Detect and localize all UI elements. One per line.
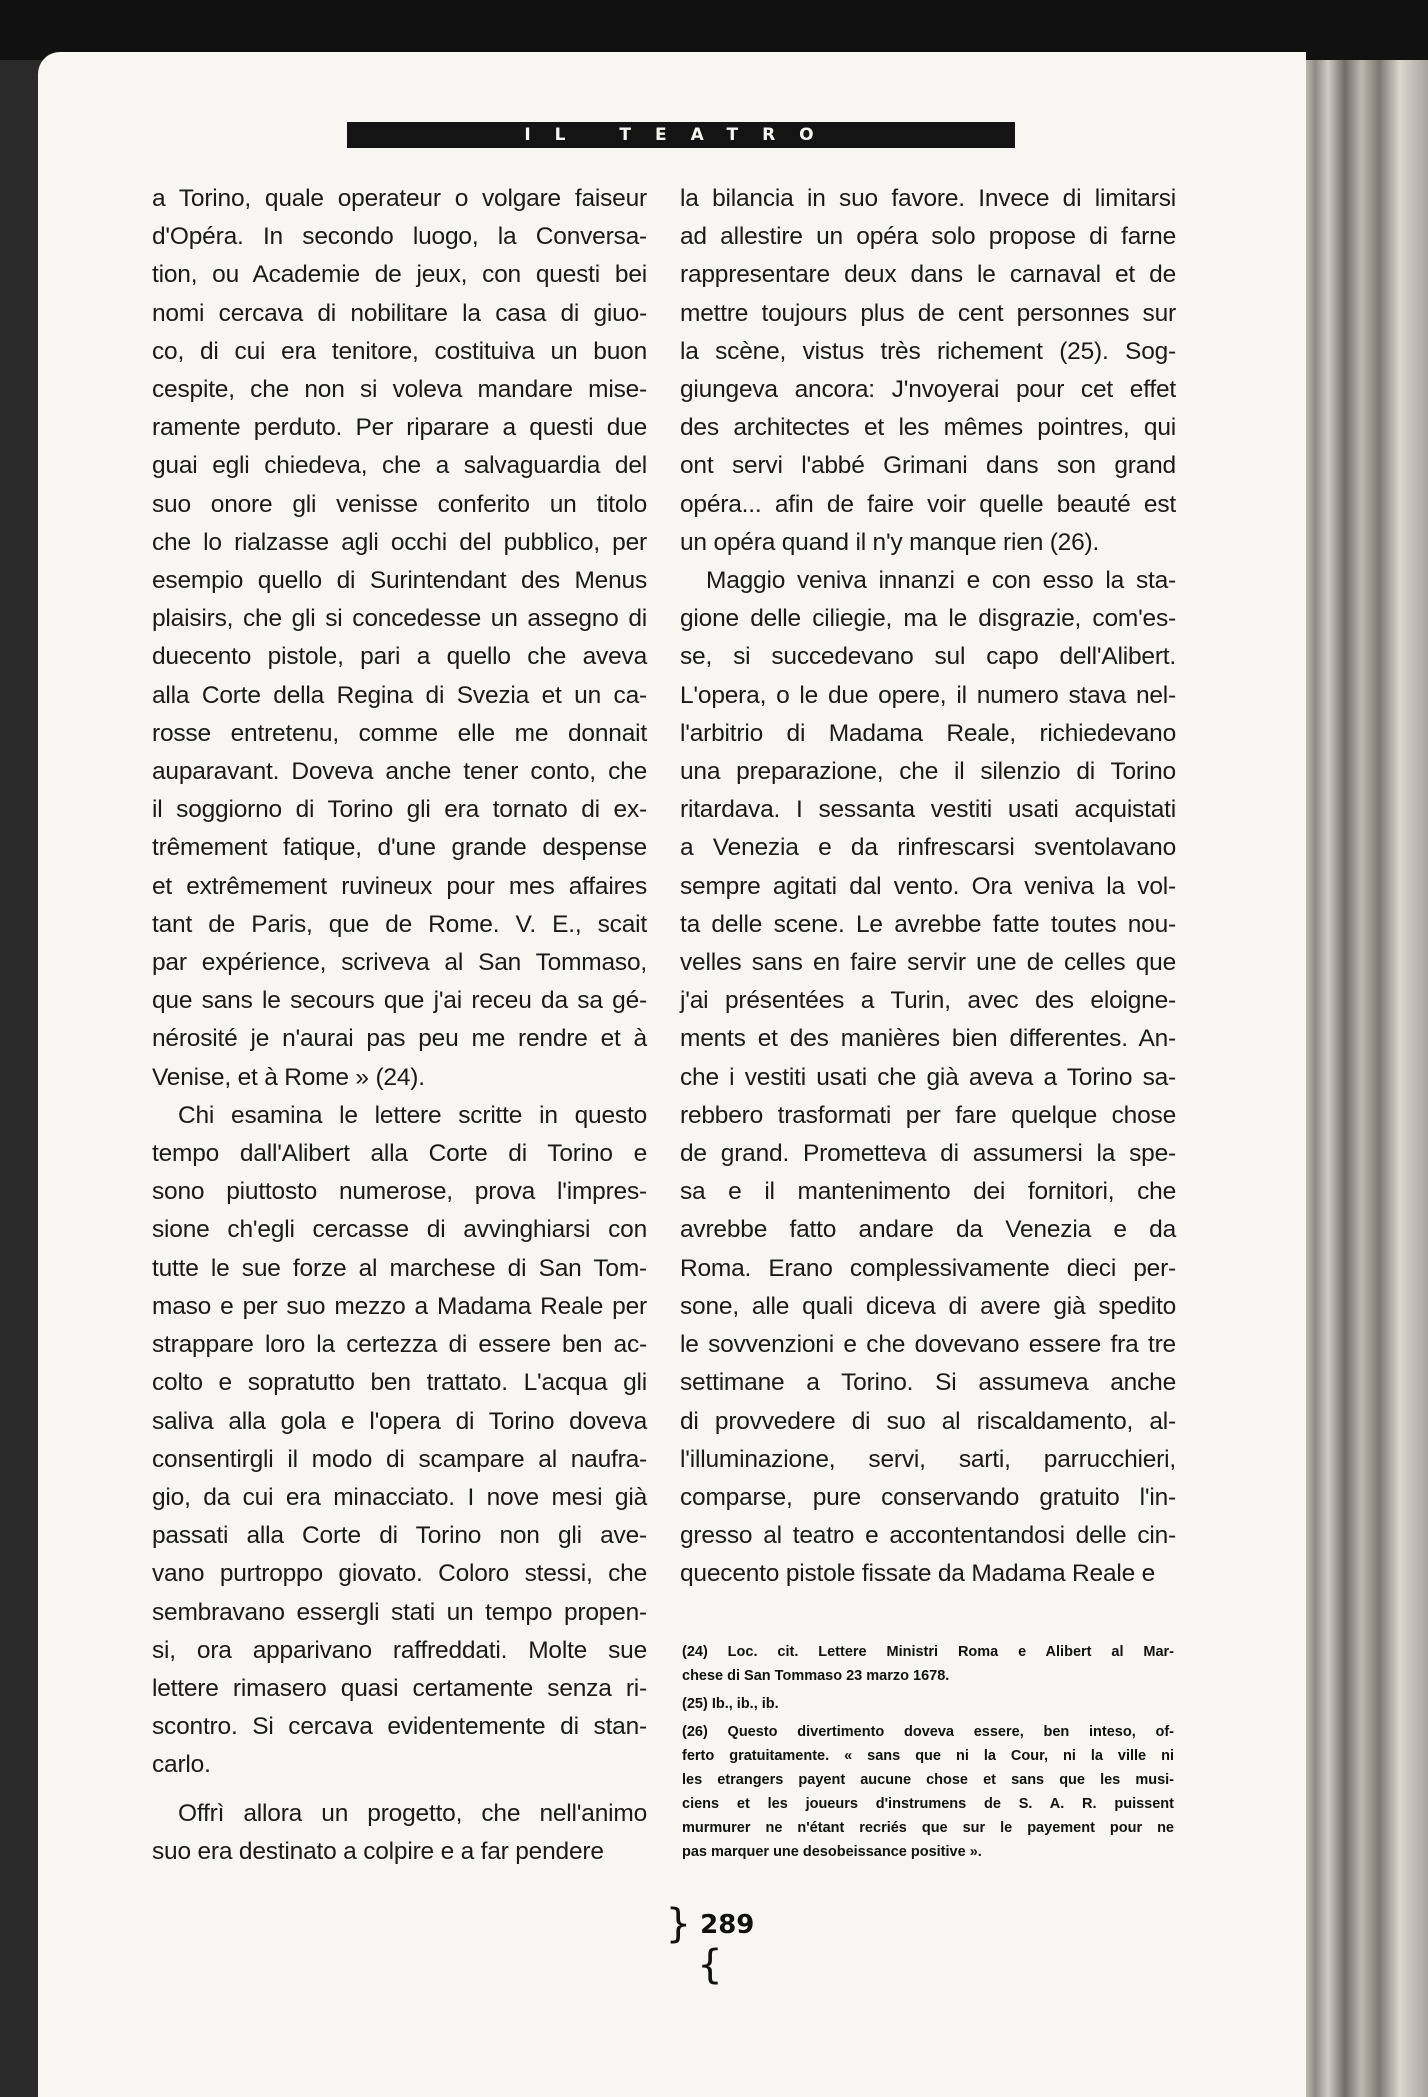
footnotes [682,1640,1174,1864]
text-line: avrebbe fatto andare da Venezia e da [680,1216,1176,1244]
text-line: la bilancia in suo favore. Invece di limitarsi [680,185,1176,212]
text-line: la scène, vistus très richement (25). Sog- [680,337,1176,365]
text-line: rosse entretenu, comme elle me donnait [152,719,647,747]
text-line: que sans le secours que j'ai receu da sa gé- [152,987,647,1015]
text-line: ritardava. I sessanta vestiti usati acquistati [680,796,1176,824]
text-line: opéra... afin de faire voir quelle beauté est [680,490,1176,518]
text-line: suo era destinato a colpire e a far pendere [152,1837,604,1865]
text-line: ciens et les joueurs d'instrumens de S. A. R. puissent [682,1796,1174,1812]
text-line: le sovvenzioni e che dovevano essere fra tre [680,1331,1176,1359]
text-line: mettre toujours plus de cent personnes sur [680,299,1176,327]
text-line: tempo dall'Alibert alla Corte di Torino e [152,1140,647,1168]
text-line: ont servi l'abbé Grimani dans son grand [680,452,1176,480]
text-line: velles sans en faire servir une de celles que [680,949,1176,977]
text-line: che lo rialzasse agli occhi del pubblico, per [152,528,647,556]
text-line: Offrì allora un progetto, che nell'animo [178,1799,647,1827]
page-number-text: 289 [700,1910,755,1940]
text-line: sone, alle quali diceva di avere già spedito [680,1292,1176,1320]
text-line: esempio quello di Surintendant des Menus [152,567,647,595]
text-line: che i vestiti usati che già aveva a Torino sa- [680,1063,1176,1091]
text-line: Chi esamina le lettere scritte in questo [178,1101,647,1129]
text-line: j'ai présentées a Turin, avec des eloigne- [680,987,1176,1015]
text-line: strappare loro la certezza di essere ben ac- [152,1331,647,1359]
text-line: (24) Loc. cit. Lettere Ministri Roma e Alibert al Mar- [682,1644,1174,1660]
text-line: des architectes et les mêmes pointres, qui [680,414,1176,442]
text-line: sempre agitati dal vento. Ora veniva la vol- [680,872,1176,900]
text-line: ta delle scene. Le avrebbe fatte toutes nou- [680,910,1176,938]
text-line: d'Opéra. In secondo luogo, la Conversa- [152,223,647,251]
text-line: una preparazione, che il silenzio di Torino [680,758,1176,786]
text-line: Venise, et à Rome » (24). [152,1063,425,1091]
text-line: passati alla Corte di Torino non gli ave- [152,1522,647,1550]
text-line: gresso al teatro e accontentandosi delle cin- [680,1522,1176,1550]
text-line: di provvedere di suo al riscaldamento, al- [680,1407,1176,1435]
text-line: tutte le sue forze al marchese di San Tom- [152,1254,647,1282]
text-line: ferto gratuitamente. « sans que ni la Cour, ni la ville ni [682,1748,1174,1764]
text-line: pas marquer une desobeissance positive ». [682,1844,982,1860]
book-page-edges [1300,60,1428,2097]
text-line: murmurer ne n'étant recriés que sur le payement pour ne [682,1820,1174,1836]
text-line: tant de Paris, que de Rome. V. E., scait [152,910,647,938]
text-line: consentirgli il modo di scampare al naufra- [152,1445,647,1473]
text-line: L'opera, o le due opere, il numero stava nel- [680,681,1176,709]
text-line: trêmement fatique, d'une grande despense [152,834,647,862]
left-bracket-ornament: } [665,1901,692,1947]
text-line: se, si succedevano sul capo dell'Alibert. [680,643,1176,671]
text-line: nérosité je n'aurai pas peu me rendre et à [152,1025,647,1053]
text-line: l'arbitrio di Madama Reale, richiedevano [680,719,1176,747]
text-line: nomi cercava di nobilitare la casa di giuo- [152,299,647,327]
text-line: rappresentare deux dans le carnaval et de [680,261,1176,289]
text-line: ad allestire un opéra solo propose di farne [680,223,1176,251]
text-line: maso e per suo mezzo a Madama Reale per [152,1292,647,1320]
text-line: vano purtroppo giovato. Coloro stessi, che [152,1560,647,1588]
text-line: sione ch'egli cercasse di avvinghiarsi con [152,1216,647,1244]
text-line: l'illuminazione, servi, sarti, parrucchieri, [680,1445,1176,1473]
running-head: IL TEATRO [347,122,1015,148]
page-number [650,1901,770,1988]
text-line: sa e il mantenimento dei fornitori, che [680,1178,1176,1206]
text-line: et extrêmement ruvineux pour mes affaires [152,872,647,900]
right-column [680,180,1176,1594]
text-line: comparse, pure conservando gratuito l'in- [680,1483,1176,1511]
text-line: rebbero trasformati per fare quelque chose [680,1101,1176,1129]
text-line: suo onore gli venisse conferito un titolo [152,490,647,518]
text-line: giungeva ancora: J'nvoyerai pour cet effet [680,376,1176,404]
text-line: carlo. [152,1751,211,1779]
text-line: gione delle ciliegie, ma le disgrazie, com'es- [680,605,1176,633]
text-line: alla Corte della Regina di Svezia et un ca- [152,681,647,709]
text-line: settimane a Torino. Si assumeva anche [680,1369,1176,1397]
text-line: quecento pistole fissate da Madama Reale e [680,1560,1156,1588]
text-line: lettere rimasero quasi certamente senza ri- [152,1674,647,1702]
text-line: les etrangers payent aucune chose et sans que les musi- [682,1772,1174,1788]
right-bracket-ornament: { [697,1942,723,1988]
text-line: gio, da cui era minacciato. I nove mesi già [152,1483,647,1511]
text-line: chese di San Tommaso 23 marzo 1678. [682,1668,950,1684]
text-line: ramente perduto. Per riparare a questi due [152,414,647,442]
left-column [152,180,647,1871]
text-line: ments et des manières bien differentes. An- [680,1025,1176,1053]
text-line: (26) Questo divertimento doveva essere, ben inteso, of- [682,1724,1174,1740]
text-line: tion, ou Academie de jeux, con questi bei [152,261,647,289]
text-line: saliva alla gola e l'opera di Torino doveva [152,1407,647,1435]
text-line: de grand. Prometteva di assumersi la spe- [680,1140,1176,1168]
text-line: un opéra quand il n'y manque rien (26). [680,528,1100,556]
text-line: Maggio veniva innanzi e con esso la sta- [706,567,1176,595]
scan-top-band [0,0,1428,60]
text-line: si, ora apparivano raffreddati. Molte sue [152,1636,647,1664]
text-line: il soggiorno di Torino gli era tornato di ex- [152,796,647,824]
text-line: co, di cui era tenitore, costituiva un buon [152,337,647,365]
text-line: duecento pistole, pari a quello che aveva [152,643,647,671]
text-line: a Torino, quale operateur o volgare faiseur [152,185,647,212]
text-line: auparavant. Doveva anche tener conto, che [152,758,647,786]
text-line: sembravano essergli stati un tempo propen- [152,1598,647,1626]
text-line: sono piuttosto numerose, prova l'impres- [152,1178,647,1206]
text-line: cespite, che non si voleva mandare mise- [152,376,647,404]
text-line: scontro. Si cercava evidentemente di stan- [152,1713,647,1741]
text-line: (25) Ib., ib., ib. [682,1696,779,1712]
text-line: a Venezia e da rinfrescarsi sventolavano [680,834,1176,862]
text-line: Roma. Erano complessivamente dieci per- [680,1254,1176,1282]
text-line: colto e sopratutto ben trattato. L'acqua gli [152,1369,647,1397]
text-line: par expérience, scriveva al San Tommaso, [152,949,647,977]
text-line: guai egli chiedeva, che a salvaguardia del [152,452,647,480]
text-line: plaisirs, che gli si concedesse un assegno di [152,605,647,633]
